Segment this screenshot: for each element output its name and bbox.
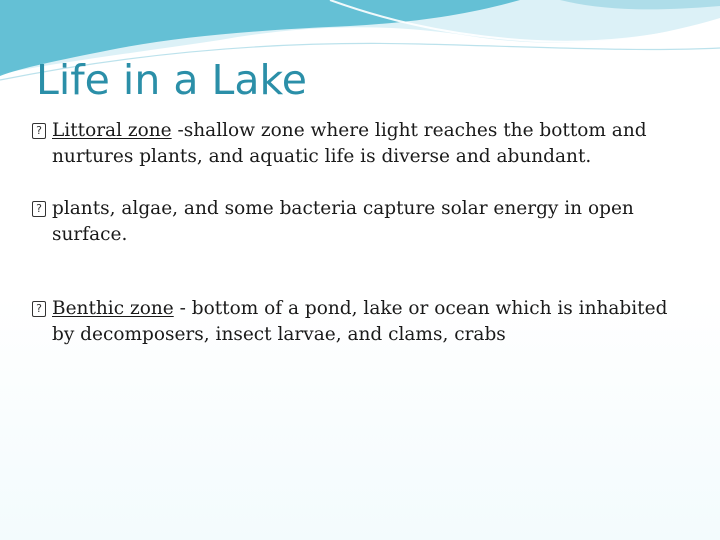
term-benthic-zone: Benthic zone [52,298,174,319]
bullet-plants-algae [32,196,682,247]
unrenderable-glyph-box-icon: ? [32,201,46,217]
slide-title: Life in a Lake [36,56,307,104]
bullet-text: -shallow zone where light reaches the bottom and nurtures plants, and aquatic life is diverse and abundant. [52,120,647,167]
unrenderable-glyph-box-icon: ? [32,123,46,139]
bullet-littoral-zone [32,118,682,169]
bullet-list [32,118,682,347]
term-littoral-zone: Littoral zone [52,120,172,141]
bullet-text: - bottom of a pond, lake or ocean which is inhabited by decomposers, insect larvae, and clams, crabs [52,298,668,345]
bullet-text: plants, algae, and some bacteria capture solar energy in open surface. [52,198,634,245]
bullet-benthic-zone [32,296,682,347]
unrenderable-glyph-box-icon: ? [32,301,46,317]
